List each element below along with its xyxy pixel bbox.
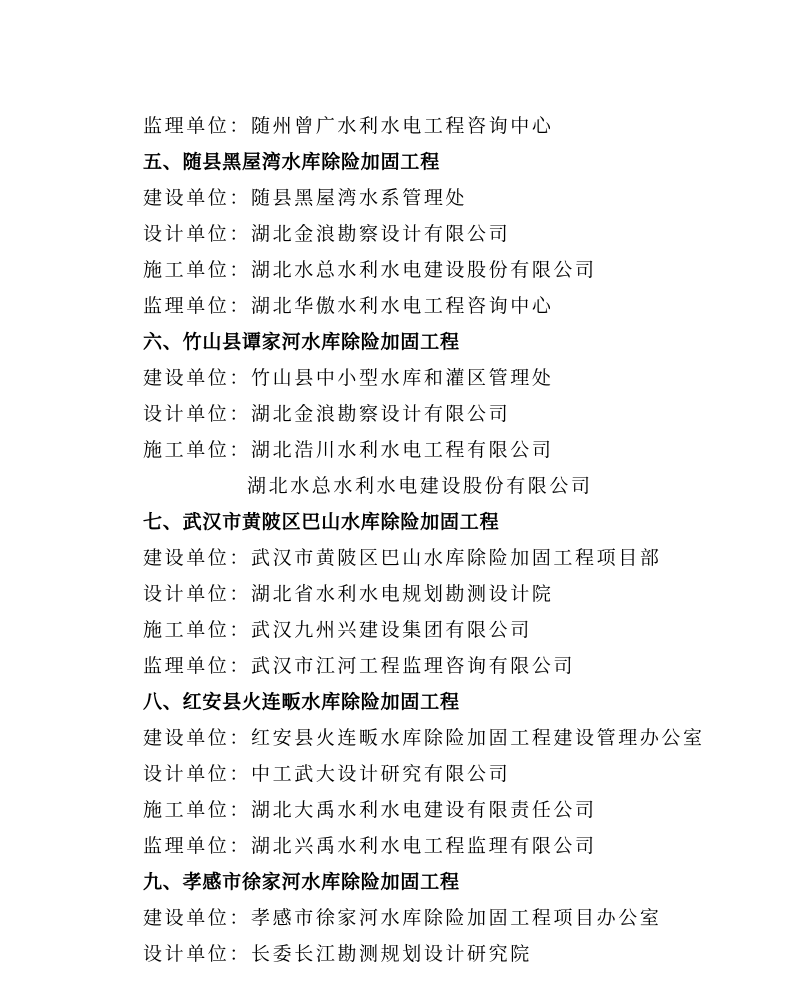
entry-value: 武汉九州兴建设集团有限公司 xyxy=(251,619,532,641)
entry-value: 湖北金浪勘察设计有限公司 xyxy=(251,403,511,425)
entry-line xyxy=(143,222,510,246)
entry-value: 随州曾广水利水电工程咨询中心 xyxy=(251,115,554,137)
entry-value: 武汉市黄陂区巴山水库除险加固工程项目部 xyxy=(251,547,662,569)
section-heading: 八、红安县火连畈水库除险加固工程 xyxy=(143,691,460,713)
entry-label: 施工单位： xyxy=(143,619,252,641)
entry-value: 随县黑屋湾水系管理处 xyxy=(251,187,468,209)
entry-line xyxy=(143,762,510,786)
entry-label: 监理单位： xyxy=(143,115,252,137)
entry-line xyxy=(143,726,705,750)
entry-value: 湖北浩川水利水电工程有限公司 xyxy=(251,439,554,461)
entry-label: 建设单位： xyxy=(143,367,252,389)
entry-label: 施工单位： xyxy=(143,439,252,461)
entry-line xyxy=(143,114,553,138)
entry-line xyxy=(143,654,575,678)
section-heading: 五、随县黑屋湾水库除险加固工程 xyxy=(143,151,441,173)
entry-line xyxy=(143,402,510,426)
entry-label: 监理单位： xyxy=(143,655,252,677)
entry-line xyxy=(143,618,532,642)
entry-line xyxy=(143,798,597,822)
entry-label: 建设单位： xyxy=(143,547,252,569)
entry-label: 施工单位： xyxy=(143,259,252,281)
entry-value: 湖北省水利水电规划勘测设计院 xyxy=(251,583,554,605)
entry-line xyxy=(143,546,661,570)
entry-label: 设计单位： xyxy=(143,223,252,245)
entry-value-continuation: 湖北水总水利水电建设股份有限公司 xyxy=(247,475,593,497)
entry-label: 设计单位： xyxy=(143,403,252,425)
entry-value: 湖北兴禹水利水电工程监理有限公司 xyxy=(251,835,597,857)
entry-label: 监理单位： xyxy=(143,835,252,857)
entry-line xyxy=(143,942,532,966)
entry-line xyxy=(143,582,553,606)
entry-value: 湖北水总水利水电建设股份有限公司 xyxy=(251,259,597,281)
entry-value: 孝感市徐家河水库除险加固工程项目办公室 xyxy=(251,907,662,929)
entry-line xyxy=(143,294,553,318)
entry-line xyxy=(143,438,553,462)
entry-label: 建设单位： xyxy=(143,907,252,929)
entry-label: 设计单位： xyxy=(143,763,252,785)
entry-value: 湖北华傲水利水电工程咨询中心 xyxy=(251,295,554,317)
section-heading: 六、竹山县谭家河水库除险加固工程 xyxy=(143,331,460,353)
section-heading: 七、武汉市黄陂区巴山水库除险加固工程 xyxy=(143,511,500,533)
entry-line xyxy=(143,186,467,210)
entry-label: 设计单位： xyxy=(143,583,252,605)
entry-value: 竹山县中小型水库和灌区管理处 xyxy=(251,367,554,389)
entry-value: 长委长江勘测规划设计研究院 xyxy=(251,943,532,965)
entry-line xyxy=(143,906,661,930)
entry-line xyxy=(143,366,553,390)
entry-label: 施工单位： xyxy=(143,799,252,821)
entry-value: 湖北大禹水利水电建设有限责任公司 xyxy=(251,799,597,821)
entry-line xyxy=(143,834,597,858)
entry-label: 设计单位： xyxy=(143,943,252,965)
entry-label: 监理单位： xyxy=(143,295,252,317)
entry-label: 建设单位： xyxy=(143,727,252,749)
entry-value: 湖北金浪勘察设计有限公司 xyxy=(251,223,511,245)
entry-value: 红安县火连畈水库除险加固工程建设管理办公室 xyxy=(251,727,705,749)
entry-label: 建设单位： xyxy=(143,187,252,209)
section-heading: 九、孝感市徐家河水库除险加固工程 xyxy=(143,871,460,893)
entry-value: 中工武大设计研究有限公司 xyxy=(251,763,511,785)
entry-value: 武汉市江河工程监理咨询有限公司 xyxy=(251,655,576,677)
entry-line xyxy=(143,258,597,282)
